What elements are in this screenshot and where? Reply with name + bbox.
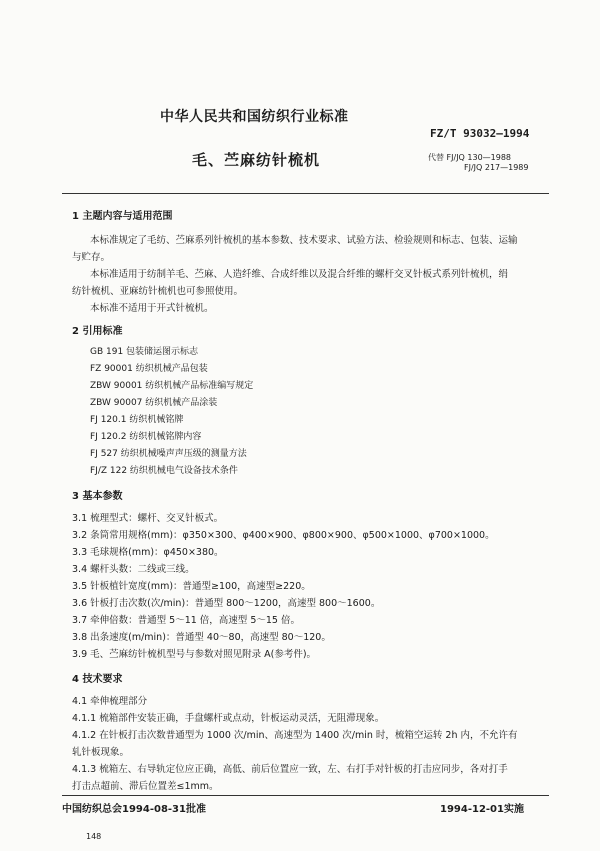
section-3-heading: 3 基本参数 <box>72 491 123 502</box>
section-1-heading: 1 主题内容与适用范围 <box>72 211 173 222</box>
reference-item: FJ 527 纺织机械噪声声压级的测量方法 <box>90 449 247 459</box>
reference-item: ZBW 90001 纺织机械产品标准编写规定 <box>90 381 254 391</box>
section-1-para-1-line-1: 本标准规定了毛纺、苎麻系列针梳机的基本参数、技术要求、试验方法、检验规则和标志、包装、运输 <box>90 235 518 246</box>
clause-item: 3.3 毛球规格(mm)：φ450×380。 <box>72 547 224 558</box>
effective-date: 1994-12-01实施 <box>440 804 524 815</box>
clause-item: 3.9 毛、苎麻纺针梳机型号与参数对照见附录 A(参考件)。 <box>72 649 317 660</box>
page-number: 148 <box>86 832 102 841</box>
clause-4-1-3-line-1: 4.1.3 梳箱左、右导轨定位应正确，高低、前后位置应一致，左、右打手对针板的打击应同步，各对打手 <box>72 764 508 775</box>
clause-item: 3.6 针板打击次数(次/min)：普通型 800～1200，高速型 800～1600。 <box>72 598 381 609</box>
reference-item: ZBW 90007 纺织机械产品涂装 <box>90 398 218 408</box>
footer-divider <box>62 795 549 796</box>
reference-item: FZ 90001 纺织机械产品包装 <box>90 364 208 374</box>
section-1-para-2-line-1: 本标准适用于纺制羊毛、苎麻、人造纤维、合成纤维以及混合纤维的螺杆交叉针板式系列针梳机，绢 <box>90 269 509 280</box>
section-1-para-3: 本标准不适用于开式针梳机。 <box>90 303 214 314</box>
document-title: 毛、苎麻纺针梳机 <box>192 151 321 169</box>
reference-item: FJ/Z 122 纺织机械电气设备技术条件 <box>90 466 238 476</box>
standard-number: FZ/T 93032—1994 <box>430 127 530 140</box>
clause-4-1-2-line-1: 4.1.2 在针板打击次数普通型为 1000 次/min、高速型为 1400 次/min 时，梳箱空运转 2h 内，不允许有 <box>72 730 518 741</box>
section-1-para-2-line-2: 纺针梳机、亚麻纺针梳机也可参照使用。 <box>72 286 244 297</box>
reference-item: FJ 120.2 纺织机械铭牌内容 <box>90 432 202 442</box>
issuing-organization: 中华人民共和国纺织行业标准 <box>160 109 349 125</box>
clause-item: 3.2 条筒常用规格(mm)：φ350×300、φ400×900、φ800×900、φ500×1000、φ700×1000。 <box>72 530 495 541</box>
clause-item: 3.7 牵伸倍数：普通型 5～11 倍，高速型 5～15 倍。 <box>72 615 300 626</box>
reference-item: FJ 120.1 纺织机械铭牌 <box>90 415 184 425</box>
clause-item: 3.8 出条速度(m/min)：普通型 40～80，高速型 80～120。 <box>72 632 331 643</box>
replaces-line-2: FJ/JQ 217—1989 <box>464 163 529 172</box>
clause-item: 3.1 梳理型式：螺杆、交叉针板式。 <box>72 513 224 524</box>
section-1-para-1-line-2: 与贮存。 <box>72 252 111 263</box>
replaces-line-1: 代替 FJ/JQ 130—1988 <box>428 153 512 162</box>
clause-4-1-1: 4.1.1 梳箱部件安装正确，手盘螺杆或点动，针板运动灵活，无阻滞现象。 <box>72 713 385 724</box>
clause-item: 3.5 针板植针宽度(mm)：普通型≥100，高速型≥220。 <box>72 581 311 592</box>
clause-4-1: 4.1 牵伸梳理部分 <box>72 696 148 707</box>
clause-item: 3.4 螺杆头数：二线或三线。 <box>72 564 195 575</box>
header-divider <box>62 193 549 194</box>
section-4-heading: 4 技术要求 <box>72 674 123 685</box>
reference-item: GB 191 包装储运图示标志 <box>90 347 199 357</box>
approval-date: 中国纺织总会1994-08-31批准 <box>62 804 206 815</box>
section-2-heading: 2 引用标准 <box>72 326 123 337</box>
clause-4-1-3-line-2: 打击点超前、滞后位置差≤1mm。 <box>72 781 219 792</box>
clause-4-1-2-line-2: 轧针板现象。 <box>72 747 130 758</box>
